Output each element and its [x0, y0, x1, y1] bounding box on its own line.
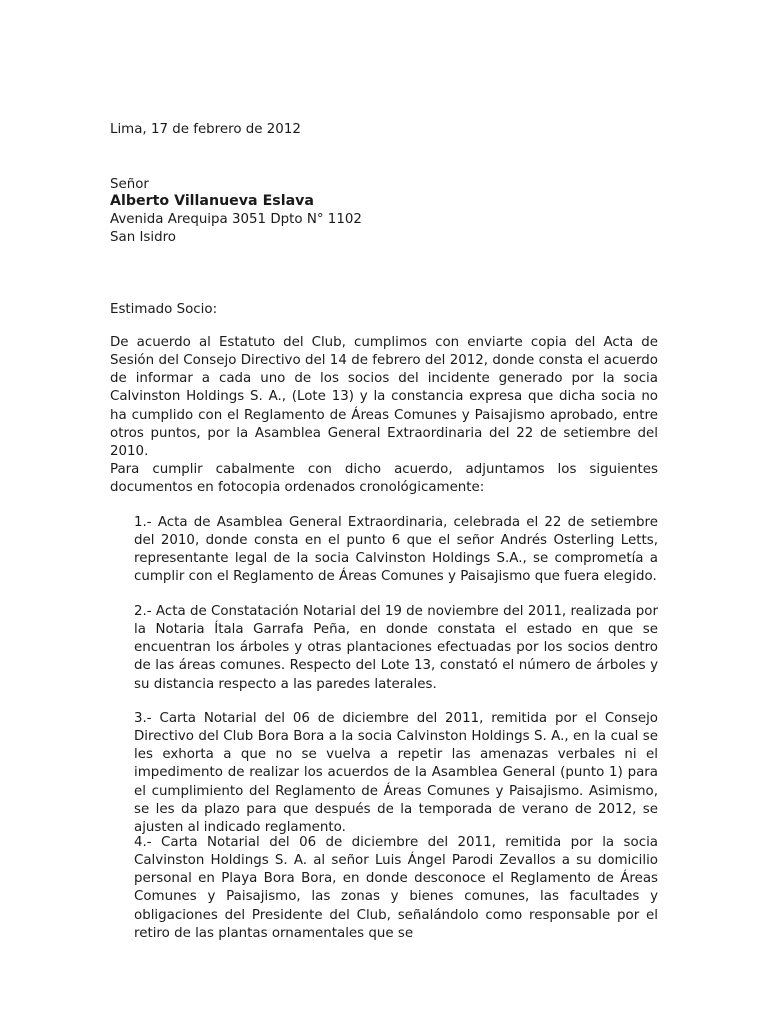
list-item: 1.- Acta de Asamblea General Extraordinaria, celebrada el 22 de setiembre del 2010, donde consta en el punto 6 que el señor Andrés Osterling Letts, representante legal de la socia Calvinston Holdings S.A., se comprometía a cumplir con el Reglamento de Áreas Comunes y Paisajismo que fuera elegido.: [134, 515, 658, 585]
recipient-address: Avenida Arequipa 3051 Dpto N° 1102: [110, 212, 362, 227]
date-line: Lima, 17 de febrero de 2012: [110, 122, 301, 137]
list-item: 3.- Carta Notarial del 06 de diciembre del 2011, remitida por el Consejo Directivo del Club Bora Bora a la socia Calvinston Holdings S. A., en la cual se les exhorta a que no se vuelva a repetir las amenazas verbales ni el impedimento de realizar los acuerdos de la Asamblea General (punto 1) para el cumplimiento del Reglamento de Áreas Comunes y Paisajismo. Asimismo, se les da plazo para que después de la temporada de verano de 2012, se ajusten al indicado reglamento.: [134, 711, 658, 835]
recipient-district: San Isidro: [110, 230, 176, 245]
intro-paragraph: De acuerdo al Estatuto del Club, cumplimos con enviarte copia del Acta de Sesión del Consejo Directivo del 14 de febrero del 2012, donde consta el acuerdo de informar a cada uno de los socios del incidente generado por la socia Calvinston Holdings S. A., (Lote 13) y la constancia expresa que dicha socia no ha cumplido con el Reglamento de Áreas Comunes y Paisajismo aprobado, entre otros puntos, por la Asamblea General Extraordinaria del 22 de setiembre del 2010.: [110, 335, 658, 459]
recipient-name: Alberto Villanueva Eslava: [110, 193, 314, 209]
list-item: 4.- Carta Notarial del 06 de diciembre del 2011, remitida por la socia Calvinston Holdings S. A. al señor Luis Ángel Parodi Zevallos a su domicilio personal en Playa Bora Bora, en donde desconoce el Reglamento de Áreas Comunes y Paisajismo, las zonas y bienes comunes, las facultades y obligaciones del Presidente del Club, señalándolo como responsable por el retiro de las plantas ornamentales que se: [134, 835, 658, 941]
documents-paragraph: Para cumplir cabalmente con dicho acuerdo, adjuntamos los siguientes documentos en fotocopia ordenados cronológicamente:: [110, 462, 658, 496]
greeting: Estimado Socio:: [110, 302, 218, 317]
list-item: 2.- Acta de Constatación Notarial del 19 de noviembre del 2011, realizada por la Notaria Ítala Garrafa Peña, en donde constata el estado en que se encuentran los árboles y otras plantaciones efectuadas por los socios dentro de las áreas comunes. Respecto del Lote 13, constató el número de árboles y su distancia respecto a las paredes laterales.: [134, 604, 658, 692]
salutation-title: Señor: [110, 177, 149, 192]
